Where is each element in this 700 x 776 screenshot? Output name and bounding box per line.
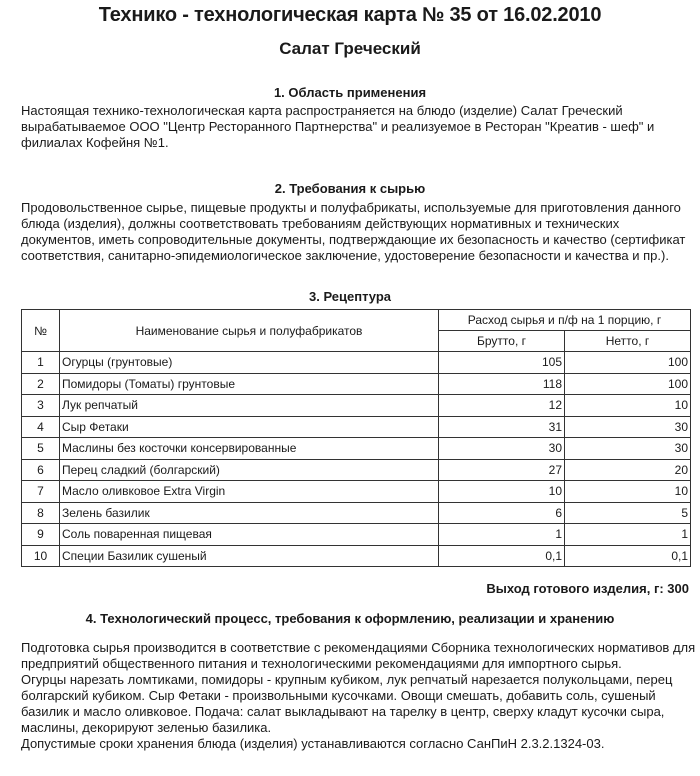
section1-text: Настоящая технико-технологическая карта распространяется на блюдо (изделие) Салат Греческий вырабатываемое ООО "Центр Ресторанного Партнерства" и реализуемое в Ресторан "Креатив - шеф" и филиалах Кофейня №1. bbox=[21, 103, 655, 150]
table-row bbox=[22, 524, 691, 546]
cell-no: 10 bbox=[22, 545, 60, 567]
cell-brutto: 30 bbox=[439, 438, 565, 460]
table-row bbox=[22, 373, 691, 395]
section2-text: Продовольственное сырье, пищевые продукты и полуфабрикаты, используемые для приготовления данного блюда (изделия), должны соответствовать требованиям действующих нормативных и технических документов, иметь сопроводительные документы, подтверждающие их безопасность и качество (сертификат соответствия, санитарно-эпидемиологическое заключение, удостоверение безопасности и качества и пр.). bbox=[21, 200, 686, 263]
dish-name: Салат Греческий bbox=[279, 39, 421, 58]
section1-heading: 1. Область применения bbox=[273, 85, 427, 100]
section4-text bbox=[21, 640, 696, 752]
section4-heading: 4. Технологический процесс, требования к оформлению, реализации и хранению bbox=[85, 611, 615, 626]
cell-no: 9 bbox=[22, 524, 60, 546]
cell-no: 2 bbox=[22, 373, 60, 395]
cell-no: 8 bbox=[22, 502, 60, 524]
cell-name: Маслины без косточки консервированные bbox=[60, 438, 439, 460]
table-row bbox=[22, 481, 691, 503]
cell-brutto: 105 bbox=[439, 352, 565, 374]
col-header-netto: Нетто, г bbox=[565, 331, 691, 352]
cell-name: Зелень базилик bbox=[60, 502, 439, 524]
section4-paragraph-storage: Допустимые сроки хранения блюда (изделия) устанавливаются согласно СанПиН 2.3.2.1324-03. bbox=[21, 736, 605, 751]
section4-paragraph-process: Огурцы нарезать ломтиками, помидоры - крупным кубиком, лук репчатый нарезается полукольцами, перец болгарский кубиком. Сыр Фетаки - произвольными кусочками. Овощи смешать, добавить соль, сушеный базилик и масло оливковое. Подача: салат выкладывают на тарелку в центр, сверху кладут кусочки сыра, маслины, декорируют зеленью базилика. bbox=[21, 672, 673, 735]
table-row bbox=[22, 545, 691, 567]
cell-netto: 1 bbox=[565, 524, 691, 546]
table-row bbox=[22, 502, 691, 524]
section3-heading: 3. Рецептура bbox=[308, 289, 392, 304]
cell-no: 7 bbox=[22, 481, 60, 503]
cell-netto: 0,1 bbox=[565, 545, 691, 567]
document-title: Технико - технологическая карта № 35 от 16.02.2010 bbox=[98, 4, 602, 26]
col-header-name: Наименование сырья и полуфабрикатов bbox=[60, 310, 439, 352]
cell-netto: 10 bbox=[565, 395, 691, 417]
table-row bbox=[22, 459, 691, 481]
cell-no: 1 bbox=[22, 352, 60, 374]
cell-netto: 100 bbox=[565, 352, 691, 374]
cell-name: Огурцы (грунтовые) bbox=[60, 352, 439, 374]
cell-brutto: 27 bbox=[439, 459, 565, 481]
cell-name: Лук репчатый bbox=[60, 395, 439, 417]
cell-no: 5 bbox=[22, 438, 60, 460]
cell-netto: 100 bbox=[565, 373, 691, 395]
cell-netto: 30 bbox=[565, 416, 691, 438]
recipe-table bbox=[21, 309, 691, 567]
table-row bbox=[22, 438, 691, 460]
cell-no: 4 bbox=[22, 416, 60, 438]
cell-brutto: 31 bbox=[439, 416, 565, 438]
col-header-no: № bbox=[22, 310, 60, 352]
cell-brutto: 0,1 bbox=[439, 545, 565, 567]
cell-brutto: 12 bbox=[439, 395, 565, 417]
cell-name: Помидоры (Томаты) грунтовые bbox=[60, 373, 439, 395]
table-row bbox=[22, 395, 691, 417]
table-row bbox=[22, 416, 691, 438]
col-header-group: Расход сырья и п/ф на 1 порцию, г bbox=[439, 310, 691, 331]
cell-brutto: 6 bbox=[439, 502, 565, 524]
col-header-brutto: Брутто, г bbox=[439, 331, 565, 352]
yield-total: Выход готового изделия, г: 300 bbox=[486, 581, 689, 596]
cell-netto: 30 bbox=[565, 438, 691, 460]
cell-no: 6 bbox=[22, 459, 60, 481]
cell-no: 3 bbox=[22, 395, 60, 417]
section4-paragraph-preparation: Подготовка сырья производится в соответствие с рекомендациями Сборника технологических нормативов для предприятий общественного питания и технологическими рекомендациями для импортного сырья. bbox=[21, 640, 696, 671]
cell-name: Соль поваренная пищевая bbox=[60, 524, 439, 546]
cell-brutto: 1 bbox=[439, 524, 565, 546]
section2-heading: 2. Требования к сырью bbox=[274, 181, 426, 196]
cell-name: Перец сладкий (болгарский) bbox=[60, 459, 439, 481]
cell-netto: 5 bbox=[565, 502, 691, 524]
cell-brutto: 118 bbox=[439, 373, 565, 395]
cell-name: Масло оливковое Extra Virgin bbox=[60, 481, 439, 503]
cell-netto: 20 bbox=[565, 459, 691, 481]
cell-name: Сыр Фетаки bbox=[60, 416, 439, 438]
table-row bbox=[22, 352, 691, 374]
cell-brutto: 10 bbox=[439, 481, 565, 503]
cell-name: Специи Базилик сушеный bbox=[60, 545, 439, 567]
cell-netto: 10 bbox=[565, 481, 691, 503]
